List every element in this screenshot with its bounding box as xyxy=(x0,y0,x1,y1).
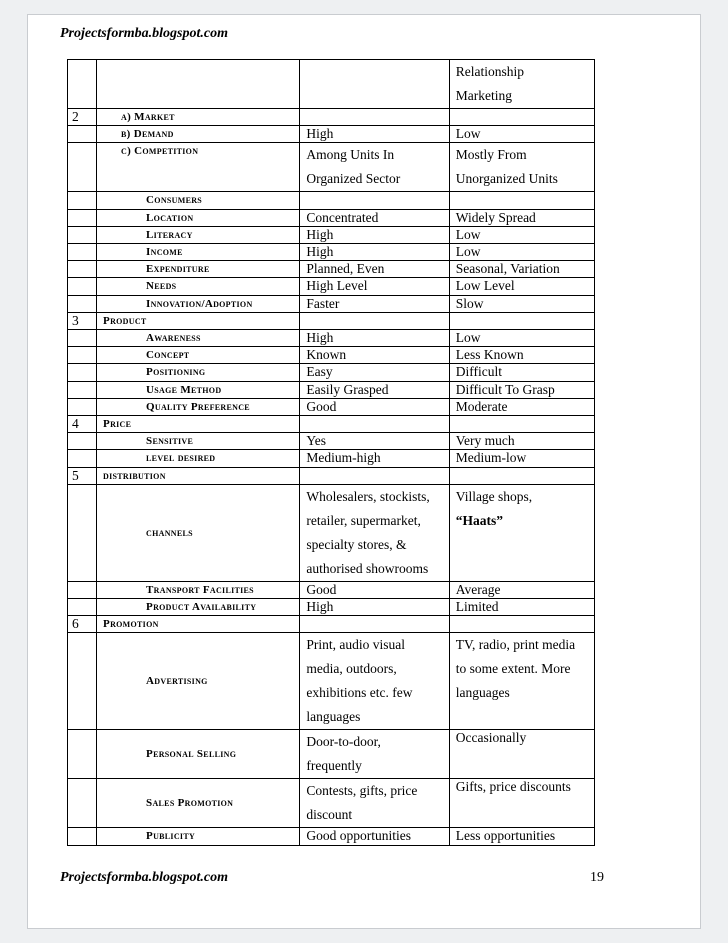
row-number xyxy=(68,226,97,243)
table-row xyxy=(68,416,595,433)
row-label: Quality Preference xyxy=(97,398,300,415)
row-number xyxy=(68,828,97,845)
table-row xyxy=(68,143,595,192)
col3-cell: Yes xyxy=(300,433,449,450)
row-label: Concept xyxy=(97,347,300,364)
footer-site-title: Projectsformba.blogspot.com xyxy=(60,870,228,885)
table-row xyxy=(68,616,595,633)
col4-cell: Gifts, price discounts xyxy=(449,779,594,828)
col4-cell: Low xyxy=(449,226,594,243)
col4-cell: TV, radio, print media to some extent. More languages xyxy=(449,633,594,730)
row-number: 6 xyxy=(68,616,97,633)
row-number: 2 xyxy=(68,109,97,126)
row-label: Positioning xyxy=(97,364,300,381)
table-row xyxy=(68,599,595,616)
col3-cell xyxy=(300,416,449,433)
table-row xyxy=(68,779,595,828)
col3-cell xyxy=(300,109,449,126)
row-number: 3 xyxy=(68,312,97,329)
col3-cell xyxy=(300,616,449,633)
col3-cell xyxy=(300,60,449,109)
row-number: 4 xyxy=(68,416,97,433)
table-row xyxy=(68,278,595,295)
header-site-title: Projectsformba.blogspot.com xyxy=(60,26,228,41)
col4-cell: Limited xyxy=(449,599,594,616)
row-number xyxy=(68,381,97,398)
row-label xyxy=(97,60,300,109)
table-row xyxy=(68,730,595,779)
table-row xyxy=(68,828,595,845)
col3-cell xyxy=(300,312,449,329)
table-row xyxy=(68,261,595,278)
table-row xyxy=(68,295,595,312)
row-number xyxy=(68,599,97,616)
table-row xyxy=(68,433,595,450)
col4-cell: Low xyxy=(449,244,594,261)
row-number xyxy=(68,484,97,581)
row-number xyxy=(68,450,97,467)
col4-cell: Low xyxy=(449,330,594,347)
col3-cell: Good opportunities xyxy=(300,828,449,845)
col4-cell: Moderate xyxy=(449,398,594,415)
row-number xyxy=(68,192,97,209)
row-label: Transport Facilities xyxy=(97,581,300,598)
table-row xyxy=(68,467,595,484)
row-label: channels xyxy=(97,484,300,581)
col4-cell: Low Level xyxy=(449,278,594,295)
col3-cell: Concentrated xyxy=(300,209,449,226)
row-label: Usage Method xyxy=(97,381,300,398)
row-number xyxy=(68,364,97,381)
row-number xyxy=(68,244,97,261)
col3-cell: Faster xyxy=(300,295,449,312)
row-number xyxy=(68,126,97,143)
row-number xyxy=(68,278,97,295)
row-label: Needs xyxy=(97,278,300,295)
row-label: a) Market xyxy=(97,109,300,126)
col3-cell: Easily Grasped xyxy=(300,381,449,398)
table-row xyxy=(68,209,595,226)
table-row xyxy=(68,192,595,209)
row-label: Sensitive xyxy=(97,433,300,450)
row-number xyxy=(68,209,97,226)
row-label: Promotion xyxy=(97,616,300,633)
row-label: level desired xyxy=(97,450,300,467)
col4-cell xyxy=(449,192,594,209)
col4-cell: Difficult To Grasp xyxy=(449,381,594,398)
row-label: Consumers xyxy=(97,192,300,209)
row-number xyxy=(68,347,97,364)
col3-cell: Easy xyxy=(300,364,449,381)
row-label: Advertising xyxy=(97,633,300,730)
col3-cell: Print, audio visual media, outdoors, exhibitions etc. few languages xyxy=(300,633,449,730)
table-row xyxy=(68,364,595,381)
col4-cell xyxy=(449,467,594,484)
col3-cell: Good xyxy=(300,581,449,598)
row-number xyxy=(68,633,97,730)
col3-cell: High Level xyxy=(300,278,449,295)
col4-cell: Less opportunities xyxy=(449,828,594,845)
row-label: Literacy xyxy=(97,226,300,243)
row-label: Product Availability xyxy=(97,599,300,616)
col3-cell: Medium-high xyxy=(300,450,449,467)
row-label: Innovation/Adoption xyxy=(97,295,300,312)
col4-cell: Medium-low xyxy=(449,450,594,467)
row-number xyxy=(68,60,97,109)
col4-cell: Occasionally xyxy=(449,730,594,779)
row-label: Product xyxy=(97,312,300,329)
col4-cell xyxy=(449,416,594,433)
col4-cell xyxy=(449,312,594,329)
row-number xyxy=(68,330,97,347)
row-number xyxy=(68,581,97,598)
row-number xyxy=(68,295,97,312)
col4-cell xyxy=(449,109,594,126)
col3-cell xyxy=(300,192,449,209)
table-row xyxy=(68,381,595,398)
row-label: Personal Selling xyxy=(97,730,300,779)
row-number xyxy=(68,433,97,450)
row-label: b) Demand xyxy=(97,126,300,143)
col3-cell: Contests, gifts, price discount xyxy=(300,779,449,828)
table-row xyxy=(68,226,595,243)
col4-cell: Average xyxy=(449,581,594,598)
col4-cell: Difficult xyxy=(449,364,594,381)
table-row xyxy=(68,126,595,143)
row-label: Price xyxy=(97,416,300,433)
row-label: Publicity xyxy=(97,828,300,845)
table-row xyxy=(68,398,595,415)
row-label: Income xyxy=(97,244,300,261)
row-number xyxy=(68,730,97,779)
col4-cell: Seasonal, Variation xyxy=(449,261,594,278)
col4-cell: Village shops, “Haats” xyxy=(449,484,594,581)
col4-cell: Very much xyxy=(449,433,594,450)
row-number xyxy=(68,143,97,192)
col3-cell: Among Units In Organized Sector xyxy=(300,143,449,192)
row-label: Location xyxy=(97,209,300,226)
row-number xyxy=(68,398,97,415)
row-number: 5 xyxy=(68,467,97,484)
col3-cell: High xyxy=(300,330,449,347)
table-row xyxy=(68,484,595,581)
table-row xyxy=(68,330,595,347)
row-label: Awareness xyxy=(97,330,300,347)
col4-cell: Low xyxy=(449,126,594,143)
table-row xyxy=(68,633,595,730)
col4-cell xyxy=(449,616,594,633)
col4-cell: Widely Spread xyxy=(449,209,594,226)
table-row xyxy=(68,347,595,364)
col4-cell: Less Known xyxy=(449,347,594,364)
page-number: 19 xyxy=(590,870,604,885)
table-row xyxy=(68,450,595,467)
row-label: Expenditure xyxy=(97,261,300,278)
col4-cell: Relationship Marketing xyxy=(449,60,594,109)
col3-cell: High xyxy=(300,226,449,243)
table-row xyxy=(68,109,595,126)
table-row xyxy=(68,581,595,598)
table-row xyxy=(68,60,595,109)
col3-cell: Wholesalers, stockists, retailer, supermarket, specialty stores, & authorised showrooms xyxy=(300,484,449,581)
row-number xyxy=(68,779,97,828)
col3-cell: High xyxy=(300,244,449,261)
col3-cell: High xyxy=(300,599,449,616)
row-label: distribution xyxy=(97,467,300,484)
row-number xyxy=(68,261,97,278)
col3-cell: Known xyxy=(300,347,449,364)
table-row xyxy=(68,312,595,329)
col3-cell: Good xyxy=(300,398,449,415)
table-row xyxy=(68,244,595,261)
col3-cell: Door-to-door, frequently xyxy=(300,730,449,779)
col4-cell: Slow xyxy=(449,295,594,312)
col3-cell: Planned, Even xyxy=(300,261,449,278)
col4-cell: Mostly From Unorganized Units xyxy=(449,143,594,192)
col3-cell xyxy=(300,467,449,484)
comparison-table xyxy=(67,59,595,846)
row-label: c) Competition xyxy=(97,143,300,192)
col3-cell: High xyxy=(300,126,449,143)
row-label: Sales Promotion xyxy=(97,779,300,828)
